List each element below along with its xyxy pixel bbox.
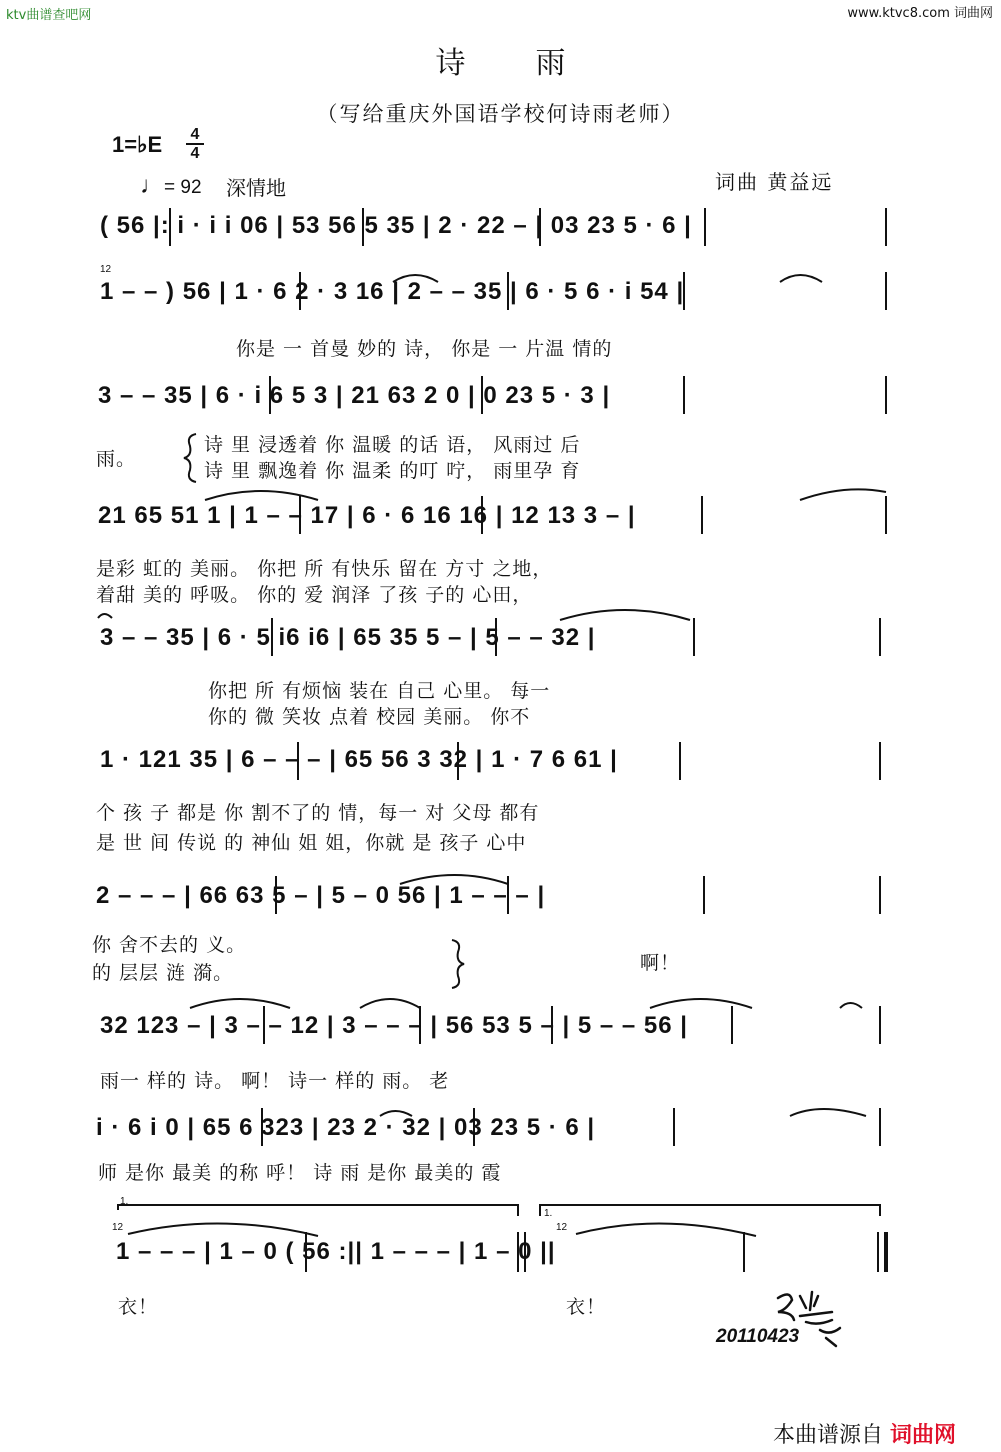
lyric-row-5-verse1: 个 孩 子 都是 你 割不了的 情，每一 对 父母 都有 — [96, 802, 540, 824]
music-row-6: 1 · 121 35 | 6 – – – | 65 56 3 32 | 1 · 7 6 61 | — [100, 746, 618, 773]
key-signature: 1=♭E — [112, 132, 163, 157]
lyric-row-1: 你是 一 首曼 妙的 诗， 你是 一 片温 情的 — [236, 338, 613, 360]
lyric-row-7: 雨一 样的 诗。 啊！ 诗一 样的 雨。 老 — [100, 1070, 450, 1092]
volta-first: 1. — [120, 1196, 129, 1207]
lyric-row-6-ah: 啊！ — [640, 952, 681, 974]
music-row-8: 32 123 – | 3 – – 12 | 3 – – – | 56 53 5 – | 5 – – 56 | — [100, 1012, 688, 1039]
lyric-row-6-verse2: 的 层层 涟 漪。 — [92, 962, 234, 984]
lyric-row-3-verse1: 是彩 虹的 美丽。 你把 所 有快乐 留在 方寸 之地， — [96, 558, 553, 580]
music-row-4: 21 65 51 1 | 1 – – 17 | 6 · 6 16 16 | 12 13 3 – | — [98, 502, 636, 529]
lyric-row-8: 师 是你 最美 的称 呼！ 诗 雨 是你 最美的 霞 — [98, 1162, 502, 1184]
quarter-note-icon: ♩ — [140, 172, 164, 199]
music-row-5: 3 – – 35 | 6 · 5 i6 i6 | 65 35 5 – | 5 – – 32 | — [100, 624, 596, 651]
song-subtitle: （写给重庆外国语学校何诗雨老师） — [316, 102, 685, 126]
music-row-10: 1 – – – | 1 – 0 ( 56 :|| 1 – – – | 1 – 0 || — [116, 1238, 556, 1265]
lyric-row-6-verse1: 你 舍不去的 义。 — [92, 934, 247, 956]
music-row-9: i · 6 i 0 | 65 6 323 | 23 2 · 32 | 03 23 5 · 6 | — [96, 1114, 596, 1141]
source-attribution — [773, 1418, 956, 1449]
watermark-top-right: www.ktvc8.com 词曲网 — [847, 6, 993, 21]
watermark-top-left: ktv曲谱查吧网 — [6, 8, 92, 23]
lyric-row-2b-verse2: 诗 里 飘逸着 你 温柔 的叮 咛， 雨里孕 育 — [204, 460, 581, 482]
lyric-row-9-first: 衣！ — [118, 1296, 159, 1318]
meter-top: 4 — [190, 126, 200, 143]
lyric-row-2b-verse1: 诗 里 浸透着 你 温暖 的话 语， 风雨过 后 — [204, 434, 581, 456]
lyric-row-9-second: 衣！ — [566, 1296, 607, 1318]
meter-bottom: 4 — [186, 143, 204, 162]
signature-date: 20110423 — [716, 1326, 800, 1347]
measure-marker-3: 12 — [556, 1222, 568, 1233]
lyric-row-4-verse1: 你把 所 有烦恼 装在 自己 心里。 每一 — [208, 680, 551, 702]
tempo-value: = 92 — [164, 177, 202, 198]
source-site-link[interactable]: 词曲网 — [890, 1423, 957, 1448]
music-row-3: 3 – – 35 | 6 · i 6 5 3 | 21 63 2 0 | 0 23 5 · 3 | — [98, 382, 611, 409]
music-row-2: 1 – – ) 56 | 1 · 6 2 · 3 16 | 2 – – 35 | 6 · 5 6 · i 54 | — [100, 278, 685, 305]
measure-marker-2: 12 — [112, 1222, 124, 1233]
composer-credit: 词曲 黄益远 — [715, 170, 834, 194]
lyric-row-2a: 雨。 — [96, 448, 137, 470]
lyric-row-5-verse2: 是 世 间 传说 的 神仙 姐 姐，你就 是 孩子 心中 — [96, 832, 527, 854]
source-prefix: 本曲谱源自 — [773, 1423, 884, 1448]
expression-marking: 深情地 — [226, 176, 286, 200]
volta-second: 1. — [544, 1208, 553, 1219]
song-title: 诗雨 — [435, 46, 636, 81]
lyric-row-3-verse2: 着甜 美的 呼吸。 你的 爱 润泽 了孩 子的 心田， — [96, 584, 533, 606]
music-row-7: 2 – – – | 66 63 5 – | 5 – 0 56 | 1 – – – | — [96, 882, 546, 909]
measure-marker: 12 — [100, 264, 112, 275]
music-row-1: ( 56 |: i · i i 06 | 53 56 5 35 | 2 · 22 – | 03 23 5 · 6 | — [100, 212, 692, 239]
lyric-row-4-verse2: 你的 微 笑妆 点着 校园 美丽。 你不 — [208, 706, 531, 728]
